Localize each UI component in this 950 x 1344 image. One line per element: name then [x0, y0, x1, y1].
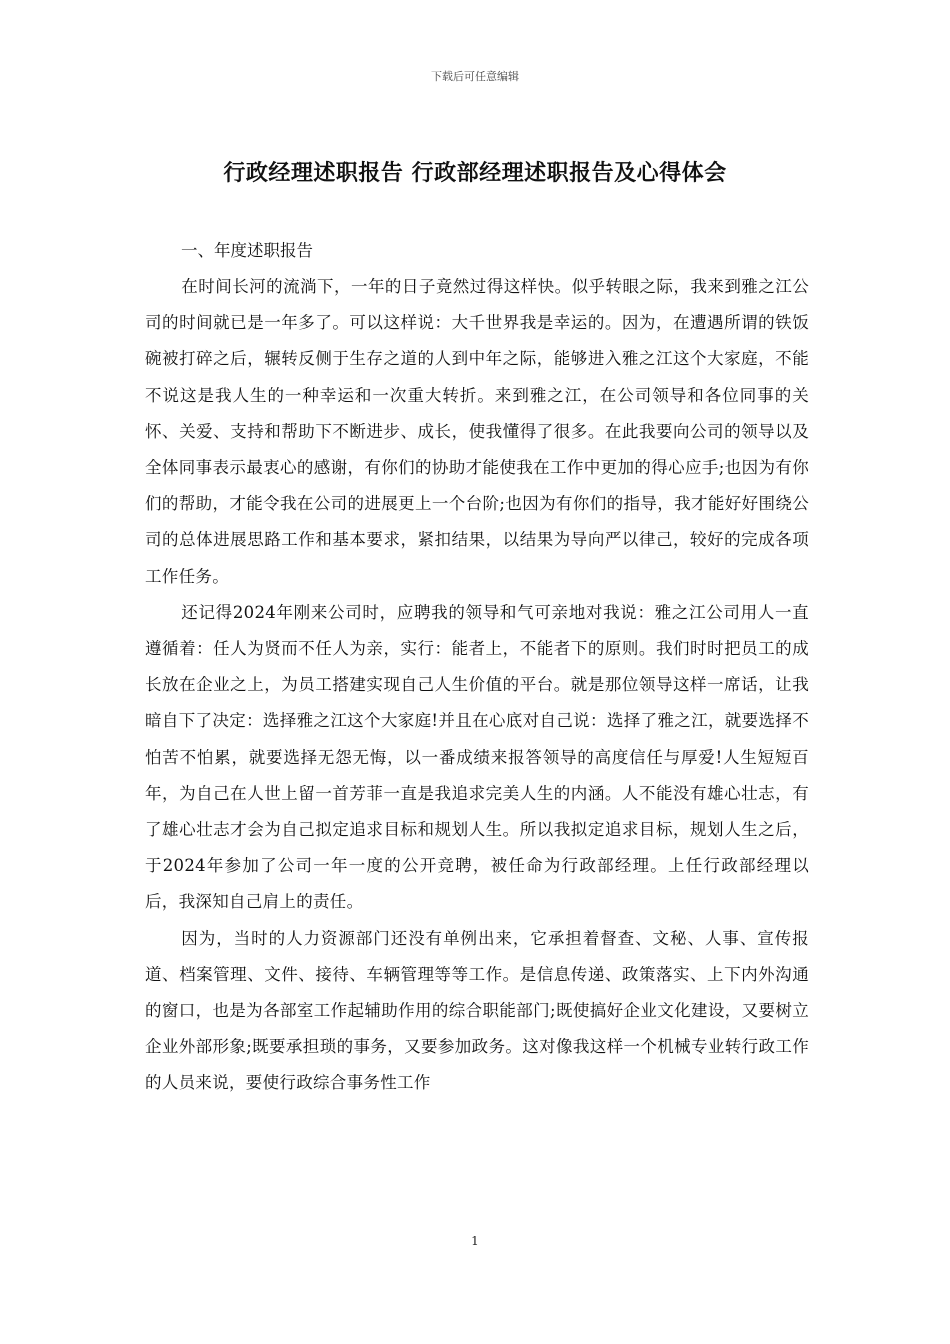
- paragraph-3: 因为，当时的人力资源部门还没有单例出来，它承担着督查、文秘、人事、宣传报道、档案管理、文件、接待、车辆管理等等工作。是信息传递、政策落实、上下内外沟通的窗口，也是为各部室工作起辅助作用的综合职能部门;既使搞好企业文化建设，又要树立企业外部形象;既要承担琐的事务，又要参加政务。这对像我这样一个机械专业转行政工作的人员来说，要使行政综合事务性工作: [145, 928, 809, 1093]
- paragraph-1: 在时间长河的流淌下，一年的日子竟然过得这样快。似乎转眼之际，我来到雅之江公司的时间就已是一年多了。可以这样说：大千世界我是幸运的。因为，在遭遇所谓的铁饭碗被打碎之后，辗转反侧于生存之道的人到中年之际，能够进入雅之江这个大家庭，不能不说这是我人生的一种幸运和一次重大转折。来到雅之江，在公司领导和各位同事的关怀、关爱、支持和帮助下不断进步、成长，使我懂得了很多。在此我要向公司的领导以及全体同事表示最衷心的感谢，有你们的协助才能使我在工作中更加的得心应手;也因为有你们的帮助，才能令我在公司的进展更上一个台阶;也因为有你们的指导，我才能好好围绕公司的总体进展思路工作和基本要求，紧扣结果，以结果为导向严以律己，较好的完成各项工作任务。: [145, 277, 809, 586]
- document-body: [145, 236, 809, 1102]
- document-title: 行政经理述职报告 行政部经理述职报告及心得体会: [223, 160, 727, 186]
- page-number: 1: [471, 1234, 479, 1248]
- page-header-note: 下载后可任意编辑: [431, 70, 519, 83]
- section-heading: 一、年度述职报告: [181, 241, 313, 260]
- paragraph-2: 还记得2024年刚来公司时，应聘我的领导和气可亲地对我说：雅之江公司用人一直遵循着：任人为贤而不任人为亲，实行：能者上，不能者下的原则。我们时时把员工的成长放在企业之上，为员工搭建实现自己人生价值的平台。就是那位领导这样一席话，让我暗自下了决定：选择雅之江这个大家庭!并且在心底对自己说：选择了雅之江，就要选择不怕苦不怕累，就要选择无怨无悔，以一番成绩来报答领导的高度信任与厚爱!人生短短百年，为自己在人世上留一首芳菲一直是我追求完美人生的内涵。人不能没有雄心壮志，有了雄心壮志才会为自己拟定追求目标和规划人生。所以我拟定追求目标，规划人生之后，于2024年参加了公司一年一度的公开竞聘，被任命为行政部经理。上任行政部经理以后，我深知自己肩上的责任。: [145, 602, 809, 912]
